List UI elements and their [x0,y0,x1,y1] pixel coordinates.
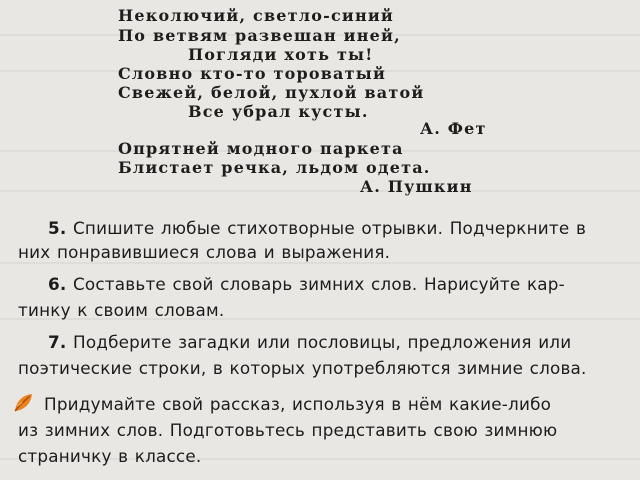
poem-line: Свежей, белой, пухлой ватой [118,83,425,102]
bleed-through-line [0,190,640,192]
poem-line: Погляди хоть ты! [188,45,374,64]
poem-author: А. Пушкин [360,177,473,196]
poem-author: А. Фет [420,119,487,138]
task-5-line-2: них понравившиеся слова и выражения. [18,242,391,262]
task-number: 7. [48,332,67,352]
task-text: Спишите любые стихотворные отрывки. Подчеркните в [73,218,587,238]
poem-line: Все убрал кусты. [188,102,369,121]
poem-line: Опрятней модного паркета [118,139,404,158]
task-6-line-2: тинку к своим словам. [18,300,225,320]
task-text: Составьте свой словарь зимних слов. Нарисуйте кар- [73,274,565,294]
creative-task-line-2: из зимних слов. Подготовьтесь представить свою зимнюю [18,420,558,440]
leaf-icon [12,392,34,414]
task-7-line-1 [48,330,571,354]
poem-line: Блистает речка, льдом одета. [118,158,431,177]
task-7-line-2: поэтические строки, в которых употребляются зимние слова. [18,358,587,378]
poem-line: Словно кто-то тороватый [118,64,387,83]
task-number: 6. [48,274,67,294]
task-6-line-1 [48,272,565,296]
task-number: 5. [48,218,67,238]
poem-line: По ветвям развешан иней, [118,26,401,45]
task-5-line-1 [48,216,586,240]
creative-task-line-3: страничку в классе. [18,446,202,466]
creative-task-line-1: Придумайте свой рассказ, используя в нём какие-либо [44,394,552,414]
poem-line: Неколючий, светло-синий [118,6,394,25]
task-text: Подберите загадки или пословицы, предложения или [73,332,572,352]
